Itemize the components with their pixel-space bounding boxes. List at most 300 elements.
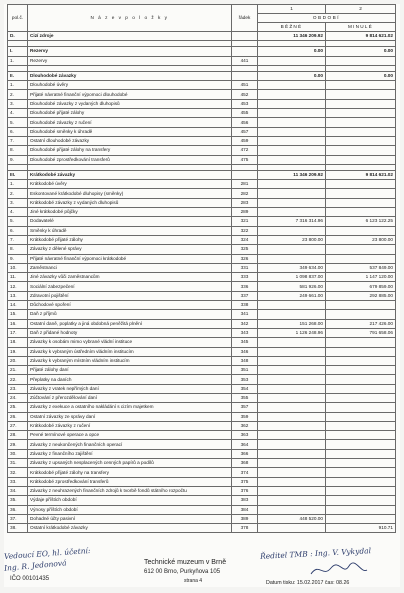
page-number: strana 4 (184, 578, 203, 584)
cell-previous (326, 403, 396, 412)
cell-name: Závazky k vybraným místním vládním institucím (28, 356, 232, 365)
cell-name: Výdaje příštích období (28, 496, 232, 505)
table-row (8, 273, 396, 282)
cell-current (258, 356, 326, 365)
cell-pol: 10. (8, 263, 28, 272)
cell-current (258, 421, 326, 430)
cell-current (258, 127, 326, 136)
liabilities-table (7, 4, 396, 533)
table-row (8, 384, 396, 393)
cell-row: 457 (232, 127, 258, 136)
cell-row: 374 (232, 468, 258, 477)
cell-name: Dlouhodobé přijaté zálohy na transfery (28, 146, 232, 155)
cell-current (258, 366, 326, 375)
table-row (8, 403, 396, 412)
cell-row: 363 (232, 431, 258, 440)
cell-pol: 26. (8, 412, 28, 421)
cell-pol: 9. (8, 155, 28, 164)
cell-row: 357 (232, 403, 258, 412)
table-row (8, 375, 396, 384)
cell-current: 23 800.00 (258, 235, 326, 244)
cell-row: 343 (232, 328, 258, 337)
cell-name: Dlouhodobé směnky k úhradě (28, 127, 232, 136)
cell-previous (326, 496, 396, 505)
cell-previous (326, 301, 396, 310)
cell-name: Závazky z neukončených finančních operací (28, 440, 232, 449)
cell-previous (326, 245, 396, 254)
cell-previous (326, 208, 396, 217)
cell-previous (326, 189, 396, 198)
table-row (8, 263, 396, 272)
cell-name: Závazky z finančního zajištění (28, 449, 232, 458)
cell-pol: 37. (8, 514, 28, 523)
cell-current (258, 496, 326, 505)
cell-current (258, 109, 326, 118)
cell-pol: 35. (8, 496, 28, 505)
cell-name: Závazky z upsaných nesplacených cenných papírů a podílů (28, 459, 232, 468)
table-row (8, 109, 396, 118)
cell-pol: 11. (8, 273, 28, 282)
cell-name: Dlouhodobé zprostředkování transferů (28, 155, 232, 164)
cell-row: 322 (232, 226, 258, 235)
table-row (8, 99, 396, 108)
handwritten-accountant-name: Ing. R. Jedonová (3, 558, 67, 573)
table-row (8, 431, 396, 440)
cell-previous (326, 90, 396, 99)
cell-pol: 4. (8, 109, 28, 118)
table-row (8, 477, 396, 486)
cell-current: 581 926.00 (258, 282, 326, 291)
table-row (8, 208, 396, 217)
cell-row: 345 (232, 338, 258, 347)
cell-current (258, 208, 326, 217)
cell-current (258, 459, 326, 468)
cell-previous: 0.00 (326, 71, 396, 80)
cell-previous (326, 421, 396, 430)
cell-current: 1 126 248.96 (258, 328, 326, 337)
cell-row: 475 (232, 155, 258, 164)
table-row (8, 356, 396, 365)
cell-row: 289 (232, 208, 258, 217)
cell-name: Dlouhodobé přijaté zálohy (28, 109, 232, 118)
cell-pol: 1. (8, 180, 28, 189)
table-row (8, 328, 396, 337)
cell-previous (326, 486, 396, 495)
cell-current (258, 403, 326, 412)
cell-current (258, 338, 326, 347)
balance-sheet-page (4, 4, 400, 587)
cell-row: 472 (232, 146, 258, 155)
cell-current (258, 198, 326, 207)
table-row (8, 366, 396, 375)
cell-name: Krátkodobé přijaté zálohy na transfery (28, 468, 232, 477)
cell-current (258, 99, 326, 108)
table-row (8, 449, 396, 458)
cell-name: Ostatní krátkodobé závazky (28, 524, 232, 533)
cell-current (258, 486, 326, 495)
cell-pol: 3. (8, 99, 28, 108)
cell-current (258, 118, 326, 127)
cell-current (258, 477, 326, 486)
cell-row (232, 47, 258, 56)
cell-pol: 14. (8, 301, 28, 310)
cell-row: 353 (232, 375, 258, 384)
cell-row: 351 (232, 366, 258, 375)
cell-name: Pevné termínové operace a opce (28, 431, 232, 440)
table-row (8, 338, 396, 347)
cell-name: Přeplatky na daních (28, 375, 232, 384)
cell-name: Závazky z vratek nepřímých daní (28, 384, 232, 393)
cell-row: 359 (232, 412, 258, 421)
header-row: řádek (232, 5, 258, 32)
table-row (8, 198, 396, 207)
cell-pol: 27. (8, 421, 28, 430)
cell-pol: 22. (8, 375, 28, 384)
cell-pol: 20. (8, 356, 28, 365)
cell-row: 456 (232, 118, 258, 127)
cell-pol: 18. (8, 338, 28, 347)
table-row (8, 319, 396, 328)
cell-current: 448 520.00 (258, 514, 326, 523)
cell-row: 321 (232, 217, 258, 226)
cell-name: Výnosy příštích období (28, 505, 232, 514)
print-date: Datum tisku: 15.02.2017 čas: 08.26 (266, 580, 350, 586)
table-row (8, 155, 396, 164)
cell-previous (326, 468, 396, 477)
cell-row: 282 (232, 189, 258, 198)
cell-pol: 6. (8, 226, 28, 235)
cell-pol: D. (8, 32, 28, 41)
cell-previous (326, 118, 396, 127)
cell-previous (326, 514, 396, 523)
cell-current (258, 375, 326, 384)
cell-pol: 1. (8, 56, 28, 65)
cell-row: 366 (232, 449, 258, 458)
organization-address: 612 00 Brno, Purkyňova 105 (144, 569, 221, 575)
cell-previous (326, 136, 396, 145)
cell-pol: 6. (8, 127, 28, 136)
cell-pol: 12. (8, 282, 28, 291)
cell-pol: 15. (8, 310, 28, 319)
cell-current (258, 146, 326, 155)
table-row (8, 90, 396, 99)
table-row (8, 514, 396, 523)
cell-row: 376 (232, 486, 258, 495)
cell-previous (326, 338, 396, 347)
table-row (8, 136, 396, 145)
table-row (8, 282, 396, 291)
cell-current (258, 412, 326, 421)
table-row (8, 56, 396, 65)
cell-name: Daň z příjmů (28, 310, 232, 319)
cell-previous (326, 375, 396, 384)
cell-row: 455 (232, 109, 258, 118)
cell-previous (326, 99, 396, 108)
cell-current (258, 310, 326, 319)
section-row (8, 71, 396, 80)
cell-row: 364 (232, 440, 258, 449)
cell-name: Dlouhodobé závazky (28, 71, 232, 80)
cell-row: 348 (232, 356, 258, 365)
cell-row: 375 (232, 477, 258, 486)
header-pol: pol.č. (8, 5, 28, 32)
cell-name: Důchodové spoření (28, 301, 232, 310)
table-row (8, 189, 396, 198)
cell-pol: 3. (8, 198, 28, 207)
table-row (8, 180, 396, 189)
cell-pol: 7. (8, 235, 28, 244)
cell-previous: 679 859.00 (326, 282, 396, 291)
cell-pol: II. (8, 71, 28, 80)
cell-current (258, 155, 326, 164)
header-period: OBDOBÍ (258, 14, 396, 23)
cell-name: Zdravotní pojištění (28, 291, 232, 300)
cell-previous (326, 449, 396, 458)
cell-row: 333 (232, 273, 258, 282)
cell-row: 452 (232, 90, 258, 99)
cell-pol: 8. (8, 146, 28, 155)
cell-previous: 791 658.06 (326, 328, 396, 337)
table-row (8, 486, 396, 495)
cell-pol: 36. (8, 505, 28, 514)
cell-current (258, 81, 326, 90)
cell-name: Závazky k osobám mimo vybrané vládní instituce (28, 338, 232, 347)
table-row (8, 254, 396, 263)
cell-name: Dodavatelé (28, 217, 232, 226)
cell-previous (326, 180, 396, 189)
header-current: BĚŽNÉ (258, 23, 326, 32)
cell-current (258, 245, 326, 254)
table-row (8, 347, 396, 356)
cell-row: 331 (232, 263, 258, 272)
cell-previous (326, 505, 396, 514)
cell-previous: 217 426.00 (326, 319, 396, 328)
cell-row: 338 (232, 301, 258, 310)
cell-name: Krátkodobé závazky z ručení (28, 421, 232, 430)
cell-previous: 9 814 621.02 (326, 170, 396, 179)
cell-previous: 6 123 122.25 (326, 217, 396, 226)
cell-name: Ostatní dlouhodobé závazky (28, 136, 232, 145)
cell-name: Rezervy (28, 47, 232, 56)
table-row (8, 459, 396, 468)
cell-previous (326, 81, 396, 90)
cell-row: 453 (232, 99, 258, 108)
cell-current: 249 661.00 (258, 291, 326, 300)
cell-row: 378 (232, 524, 258, 533)
table-row (8, 146, 396, 155)
cell-pol: 23. (8, 384, 28, 393)
cell-previous (326, 347, 396, 356)
cell-previous: 9 814 621.02 (326, 32, 396, 41)
cell-name: Závazky z neuhrazených finančních zdrojů k tvorbě fondů státního rozpočtu (28, 486, 232, 495)
cell-row: 342 (232, 319, 258, 328)
cell-previous (326, 477, 396, 486)
cell-name: Rezervy (28, 56, 232, 65)
cell-pol: 8. (8, 245, 28, 254)
cell-row: 384 (232, 505, 258, 514)
cell-name: Sociální zabezpečení (28, 282, 232, 291)
table-row (8, 235, 396, 244)
cell-name: Krátkodobé úvěry (28, 180, 232, 189)
cell-current (258, 524, 326, 533)
cell-previous (326, 254, 396, 263)
cell-name: Směnky k úhradě (28, 226, 232, 235)
cell-previous (326, 56, 396, 65)
cell-current (258, 440, 326, 449)
cell-pol: 1. (8, 81, 28, 90)
header-previous: MINULÉ (326, 23, 396, 32)
cell-name: Eskontované krátkodobé dluhopisy (směnky) (28, 189, 232, 198)
cell-previous (326, 109, 396, 118)
cell-pol: 5. (8, 217, 28, 226)
table-row (8, 226, 396, 235)
cell-pol: 4. (8, 208, 28, 217)
cell-pol: 13. (8, 291, 28, 300)
cell-pol: 2. (8, 90, 28, 99)
cell-pol: 25. (8, 403, 28, 412)
cell-previous (326, 384, 396, 393)
header-col2-number: 2 (326, 5, 396, 14)
cell-name: Dlouhodobé závazky z vydaných dluhopisů (28, 99, 232, 108)
cell-row: 368 (232, 459, 258, 468)
cell-pol: 5. (8, 118, 28, 127)
cell-name: Krátkodobé závazky z vydaných dluhopisů (28, 198, 232, 207)
cell-pol: 21. (8, 366, 28, 375)
cell-name: Jiné závazky vůči zaměstnancům (28, 273, 232, 282)
cell-pol: 28. (8, 431, 28, 440)
cell-previous (326, 310, 396, 319)
cell-row: 281 (232, 180, 258, 189)
cell-name: Přijaté návratné finanční výpomoci krátkodobé (28, 254, 232, 263)
cell-name: Zúčtování z přerozdělování daní (28, 393, 232, 402)
table-row (8, 245, 396, 254)
cell-current (258, 384, 326, 393)
cell-pol: III. (8, 170, 28, 179)
cell-pol: 31. (8, 459, 28, 468)
cell-row: 459 (232, 136, 258, 145)
cell-previous (326, 412, 396, 421)
cell-row: 336 (232, 282, 258, 291)
section-row (8, 32, 396, 41)
table-row (8, 291, 396, 300)
header-name: N á z e v p o l o ž k y (28, 5, 232, 32)
cell-pol: 33. (8, 477, 28, 486)
cell-pol: 34. (8, 486, 28, 495)
cell-row: 346 (232, 347, 258, 356)
cell-pol: 7. (8, 136, 28, 145)
cell-previous (326, 459, 396, 468)
organization-name: Technické muzeum v Brně (144, 559, 227, 566)
cell-current (258, 449, 326, 458)
cell-previous (326, 127, 396, 136)
cell-row (232, 32, 258, 41)
cell-name: Závazky z exekuce a ostatního nakládání s cizím majetkem (28, 403, 232, 412)
cell-name: Krátkodobé závazky (28, 170, 232, 179)
cell-current (258, 347, 326, 356)
cell-row: 441 (232, 56, 258, 65)
cell-row (232, 170, 258, 179)
handwritten-director: Ředitel TMB : Ing. V. Vykydal (259, 546, 372, 561)
cell-current (258, 505, 326, 514)
cell-row: 324 (232, 235, 258, 244)
table-row (8, 217, 396, 226)
section-row (8, 170, 396, 179)
cell-current (258, 301, 326, 310)
cell-row: 341 (232, 310, 258, 319)
cell-current: 151 268.00 (258, 319, 326, 328)
cell-previous (326, 155, 396, 164)
cell-current: 349 634.00 (258, 263, 326, 272)
cell-current (258, 189, 326, 198)
table-row (8, 524, 396, 533)
cell-pol: 19. (8, 347, 28, 356)
table-row (8, 421, 396, 430)
table-row (8, 118, 396, 127)
cell-pol: 38. (8, 524, 28, 533)
cell-name: Dlouhodobé závazky z ručení (28, 118, 232, 127)
cell-previous (326, 366, 396, 375)
cell-previous (326, 146, 396, 155)
handwritten-accountant-title: Vedoucí EO, hl. účetní: (3, 545, 91, 562)
cell-name: Ostatní daně, poplatky a jiná obdobná peněžitá plnění (28, 319, 232, 328)
cell-row: 383 (232, 496, 258, 505)
section-row (8, 47, 396, 56)
cell-previous (326, 440, 396, 449)
cell-current: 0.00 (258, 71, 326, 80)
cell-pol: 29. (8, 440, 28, 449)
cell-name: Přijaté návratné finanční výpomoci dlouhodobé (28, 90, 232, 99)
cell-pol: 9. (8, 254, 28, 263)
cell-current (258, 90, 326, 99)
cell-previous (326, 431, 396, 440)
cell-name: Jiné krátkodobé půjčky (28, 208, 232, 217)
cell-name: Závazky z dělené správy (28, 245, 232, 254)
cell-row: 325 (232, 245, 258, 254)
cell-row: 355 (232, 393, 258, 402)
cell-previous (326, 226, 396, 235)
cell-current (258, 136, 326, 145)
cell-current: 0.00 (258, 47, 326, 56)
table-row (8, 496, 396, 505)
cell-current: 11 346 209.92 (258, 170, 326, 179)
cell-previous: 537 849.00 (326, 263, 396, 272)
cell-row: 337 (232, 291, 258, 300)
cell-current (258, 226, 326, 235)
table-row (8, 127, 396, 136)
table-row (8, 301, 396, 310)
cell-current (258, 180, 326, 189)
cell-pol: I. (8, 47, 28, 56)
cell-row: 283 (232, 198, 258, 207)
cell-row: 451 (232, 81, 258, 90)
table-row (8, 81, 396, 90)
cell-current (258, 393, 326, 402)
cell-previous: 0.00 (326, 47, 396, 56)
cell-name: Ostatní závazky ze správy daní (28, 412, 232, 421)
table-row (8, 440, 396, 449)
table-row (8, 468, 396, 477)
cell-previous (326, 198, 396, 207)
cell-row: 362 (232, 421, 258, 430)
cell-name: Krátkodobé přijaté zálohy (28, 235, 232, 244)
header-col1-number: 1 (258, 5, 326, 14)
cell-pol: 32. (8, 468, 28, 477)
table-row (8, 505, 396, 514)
cell-name: Cizí zdroje (28, 32, 232, 41)
cell-name: Zaměstnanci (28, 263, 232, 272)
cell-name: Závazky k vybraným ústředním vládním institucím (28, 347, 232, 356)
cell-name: Daň z přidané hodnoty (28, 328, 232, 337)
